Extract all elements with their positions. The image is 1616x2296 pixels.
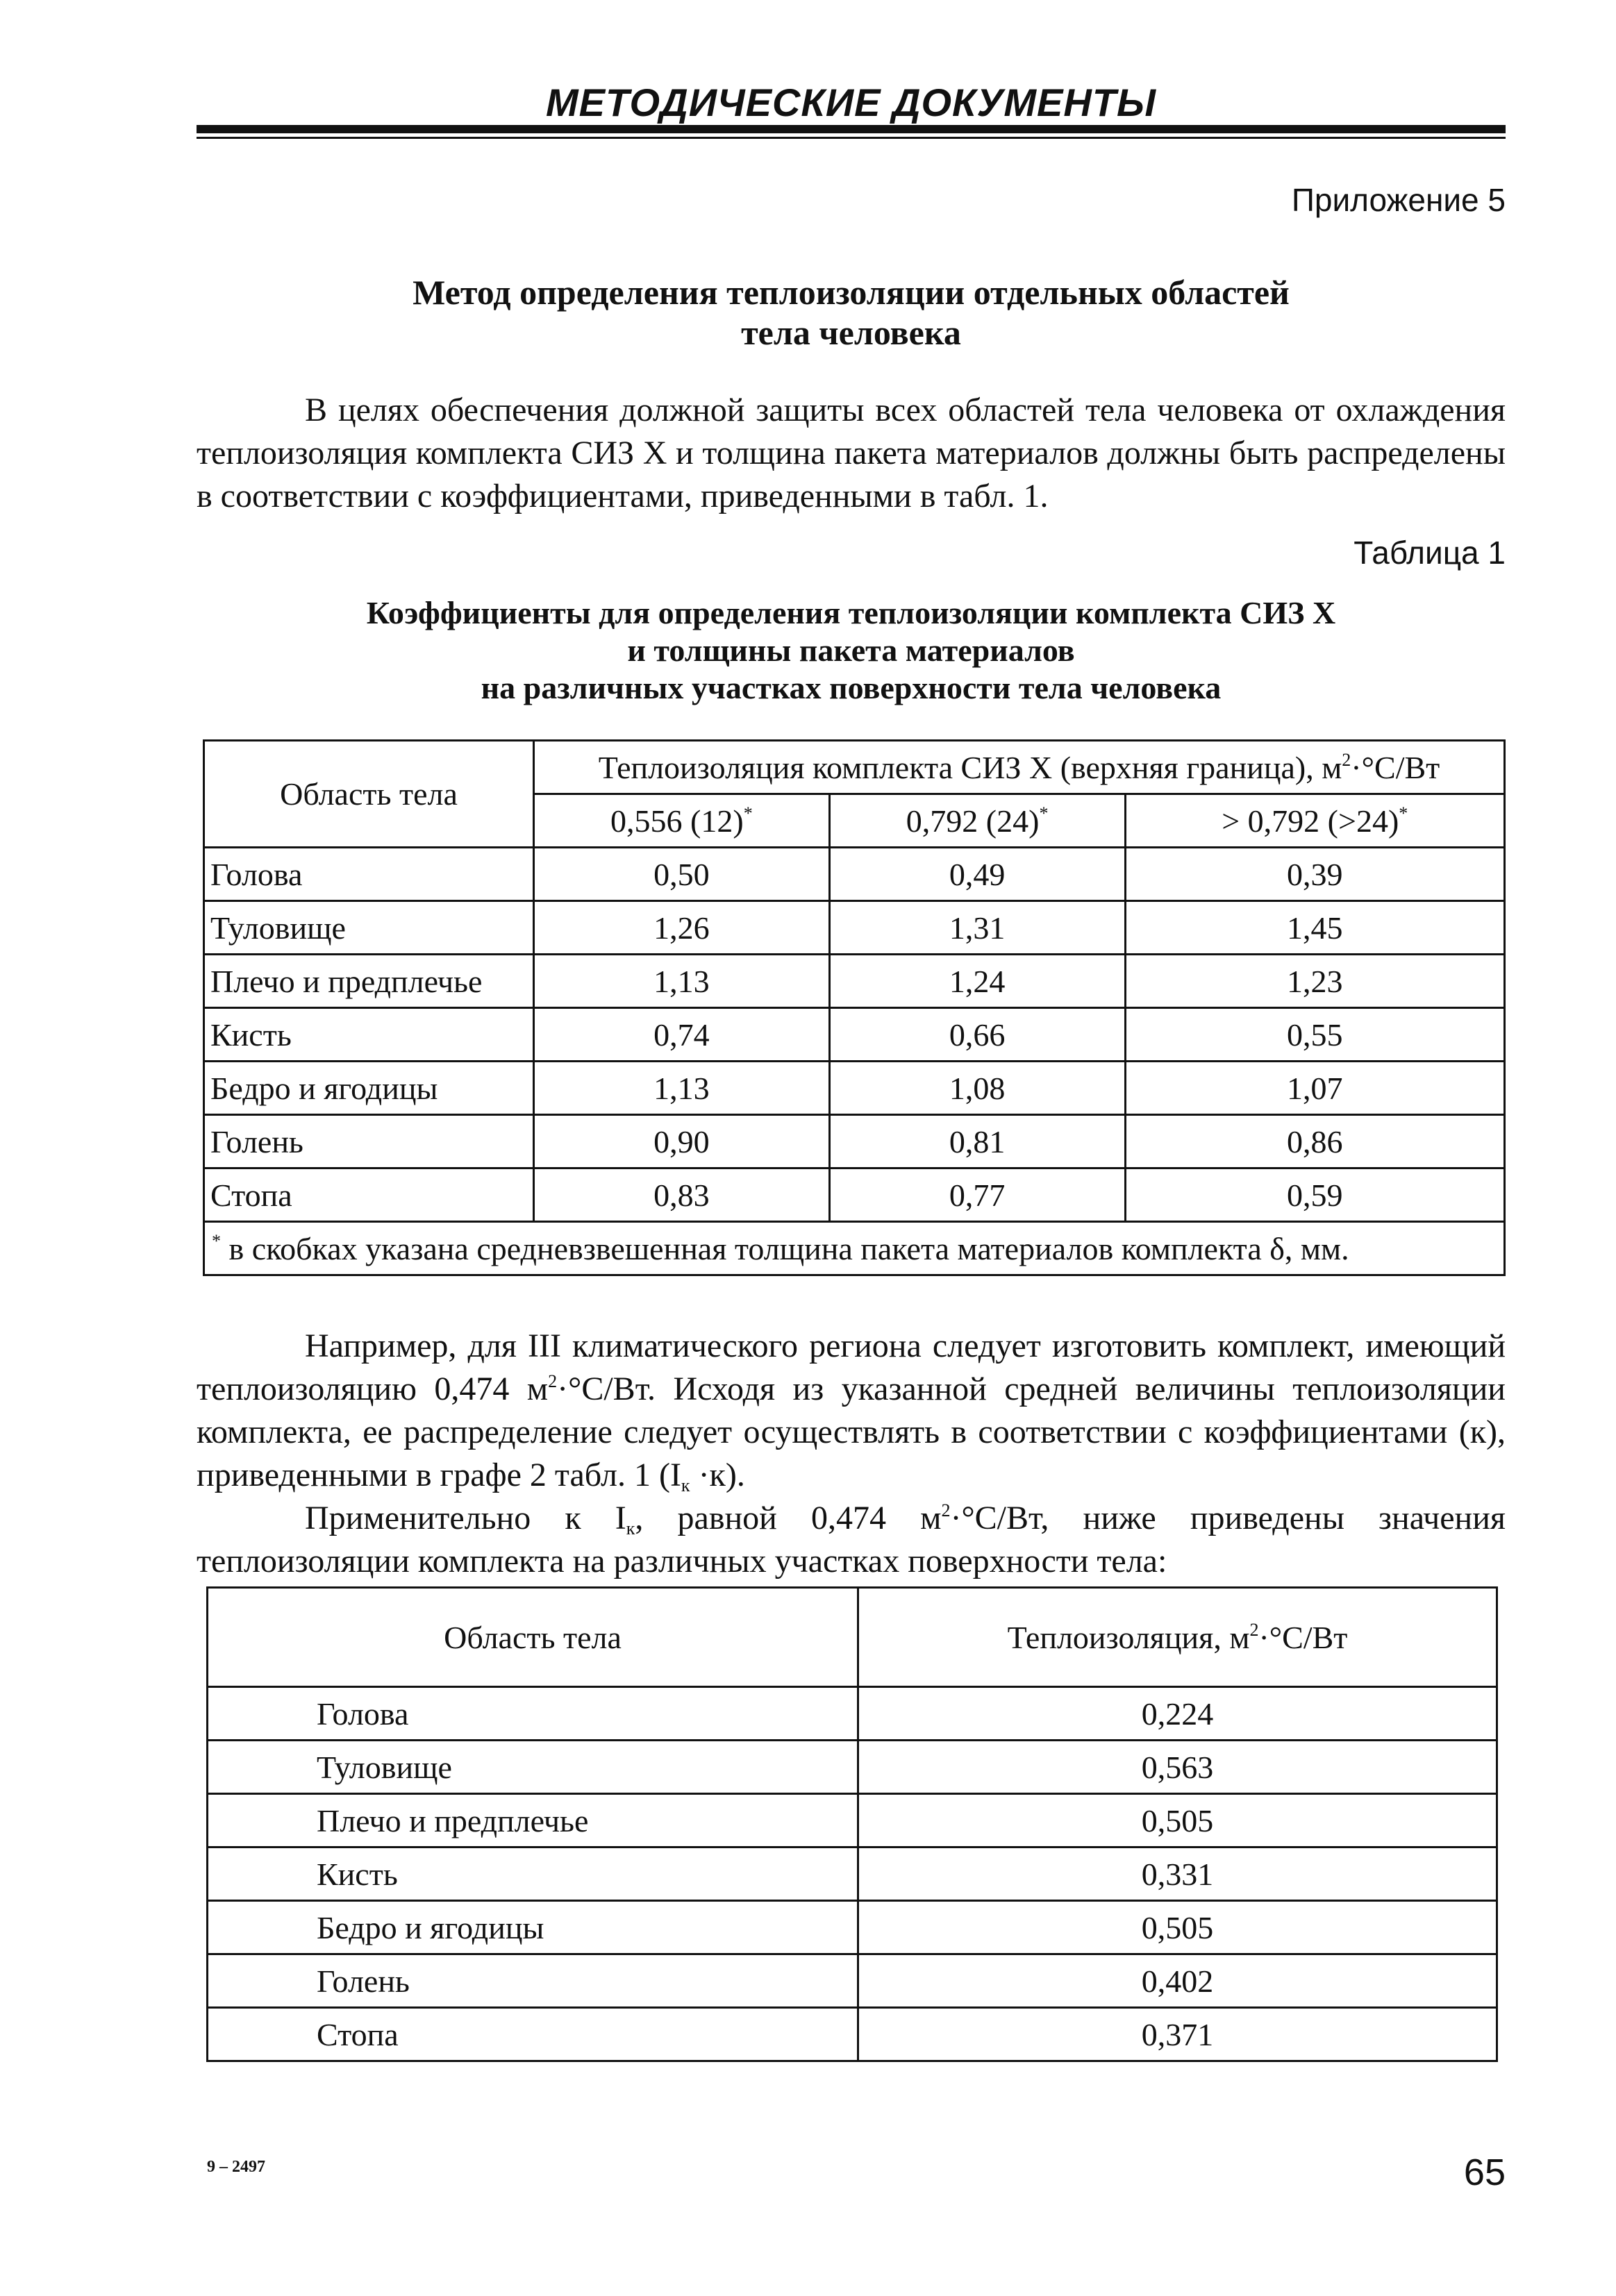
- print-code: 9 – 2497: [207, 2158, 265, 2176]
- area-cell: Стопа: [208, 2008, 858, 2061]
- value-cell: 1,13: [534, 1062, 830, 1115]
- area-cell: Кисть: [208, 1847, 858, 1901]
- area-cell: Кисть: [204, 1008, 534, 1062]
- application-paragraph: [197, 1497, 1506, 1583]
- value-cell: 0,81: [829, 1115, 1125, 1168]
- table-row: [204, 848, 1505, 901]
- table-row: [208, 1954, 1497, 2008]
- value-cell: 0,224: [858, 1687, 1497, 1741]
- table1-title-line: на различных участках поверхности тела человека: [481, 670, 1222, 705]
- table1-group-header: [534, 741, 1505, 794]
- subheader-text: 0,556 (12): [610, 803, 744, 839]
- table1-title-line: Коэффициенты для определения теплоизоляции комплекта СИЗ Х: [366, 595, 1336, 630]
- area-cell: Плечо и предплечье: [204, 955, 534, 1008]
- value-cell: 1,24: [829, 955, 1125, 1008]
- subheader-text: 0,792 (24): [906, 803, 1040, 839]
- section-header: МЕТОДИЧЕСКИЕ ДОКУМЕНТЫ: [545, 81, 1157, 124]
- appendix-label: Приложение 5: [1291, 182, 1506, 218]
- group-header-sup: 2: [1342, 749, 1351, 770]
- value-cell: 0,505: [858, 1901, 1497, 1954]
- footnote-marker: *: [1039, 803, 1049, 823]
- table-row: [204, 1062, 1505, 1115]
- value-cell: 0,505: [858, 1794, 1497, 1847]
- table-row: [208, 1794, 1497, 1847]
- para2-sub: к: [681, 1475, 690, 1495]
- coefficients-table: [203, 739, 1506, 1276]
- value-cell: 0,331: [858, 1847, 1497, 1901]
- area-cell: Голова: [204, 848, 534, 901]
- value-cell: 0,74: [534, 1008, 830, 1062]
- para2-text-c: ·к).: [690, 1457, 745, 1493]
- table1-subheader: [534, 794, 830, 848]
- value-cell: 0,66: [829, 1008, 1125, 1062]
- para3-text-b: , равной 0,474 м: [635, 1500, 942, 1536]
- value-cell: 0,90: [534, 1115, 830, 1168]
- value-cell: 0,55: [1125, 1008, 1505, 1062]
- table1-col-header-area: Область тела: [204, 741, 534, 848]
- value-cell: 1,31: [829, 901, 1125, 955]
- para2-text-a: Например, для III климатического региона следует изготовить комплект, имеющий теплоизоляцию 0,474 м: [197, 1327, 1506, 1407]
- table-row: [208, 1687, 1497, 1741]
- group-header-text: Теплоизоляция комплекта СИЗ Х (верхняя граница), м: [598, 749, 1342, 785]
- table2-col-header-insulation: [858, 1588, 1497, 1687]
- page-number: 65: [1463, 2152, 1506, 2193]
- table1-title-line: и толщины пакета материалов: [627, 632, 1075, 668]
- value-cell: 0,77: [829, 1168, 1125, 1222]
- value-cell: 0,50: [534, 848, 830, 901]
- title-line: тела человека: [741, 313, 961, 352]
- table-row: [208, 1901, 1497, 1954]
- value-cell: 0,39: [1125, 848, 1505, 901]
- group-header-tail: ·°С/Вт: [1351, 749, 1440, 785]
- title-line: Метод определения теплоизоляции отдельных областей: [413, 273, 1290, 312]
- table-row: [208, 2008, 1497, 2061]
- table-row: [208, 1741, 1497, 1794]
- para3-sub: к: [626, 1518, 635, 1539]
- value-cell: 0,49: [829, 848, 1125, 901]
- area-cell: Голова: [208, 1687, 858, 1741]
- intro-paragraph: В целях обеспечения должной защиты всех областей тела человека от охлаждения теплоизоляция комплекта СИЗ Х и толщина пакета материалов должны быть распределены в соответствии с коэффициентами, приведенными в табл. 1.: [197, 392, 1506, 514]
- subheader-text: > 0,792 (>24): [1222, 803, 1399, 839]
- value-cell: 0,563: [858, 1741, 1497, 1794]
- table-footnote-row: [204, 1222, 1505, 1275]
- value-cell: 1,23: [1125, 955, 1505, 1008]
- footnote-marker: *: [212, 1230, 221, 1251]
- para3-text-a: Применительно к I: [305, 1500, 626, 1536]
- area-cell: Голень: [208, 1954, 858, 2008]
- value-cell: 0,86: [1125, 1115, 1505, 1168]
- document-title: [197, 272, 1506, 353]
- table2-col-header-area: Область тела: [208, 1588, 858, 1687]
- table1-subheader: [829, 794, 1125, 848]
- insulation-values-table: [206, 1586, 1498, 2062]
- para2-sup: 2: [548, 1371, 558, 1391]
- para3-sup: 2: [941, 1500, 951, 1520]
- area-cell: Стопа: [204, 1168, 534, 1222]
- footnote-marker: *: [743, 803, 753, 823]
- col-header-tail: ·°С/Вт: [1258, 1619, 1348, 1655]
- header-rule-thick: [197, 125, 1506, 133]
- value-cell: 1,45: [1125, 901, 1505, 955]
- value-cell: 0,402: [858, 1954, 1497, 2008]
- table-row: [204, 901, 1505, 955]
- table-label: Таблица 1: [1353, 535, 1506, 571]
- area-cell: Плечо и предплечье: [208, 1794, 858, 1847]
- table-row: [204, 1008, 1505, 1062]
- value-cell: 1,07: [1125, 1062, 1505, 1115]
- col-header-text: Теплоизоляция, м: [1007, 1619, 1250, 1655]
- table-row: [208, 1847, 1497, 1901]
- area-cell: Голень: [204, 1115, 534, 1168]
- col-header-sup: 2: [1249, 1619, 1259, 1640]
- para2-text-b: ·°С/Вт. Исходя из указанной средней величины теплоизоляции комплекта, ее распределение следует осуществлять в соответствии с коэффициентами (к), приведенными в графе 2 табл. 1 (I: [197, 1371, 1506, 1493]
- value-cell: 1,08: [829, 1062, 1125, 1115]
- table-footnote: [204, 1222, 1505, 1275]
- example-paragraph: [197, 1325, 1506, 1497]
- value-cell: 0,371: [858, 2008, 1497, 2061]
- area-cell: Бедро и ягодицы: [208, 1901, 858, 1954]
- area-cell: Туловище: [204, 901, 534, 955]
- footnote-text: в скобках указана средневзвешенная толщина пакета материалов комплекта δ, мм.: [228, 1230, 1349, 1266]
- table1-subheader: [1125, 794, 1505, 848]
- table-row: [204, 1115, 1505, 1168]
- table-row: [204, 1168, 1505, 1222]
- header-rule-thin: [197, 137, 1506, 139]
- area-cell: Туловище: [208, 1741, 858, 1794]
- area-cell: Бедро и ягодицы: [204, 1062, 534, 1115]
- value-cell: 1,26: [534, 901, 830, 955]
- value-cell: 1,13: [534, 955, 830, 1008]
- value-cell: 0,59: [1125, 1168, 1505, 1222]
- table-row: [204, 955, 1505, 1008]
- value-cell: 0,83: [534, 1168, 830, 1222]
- table1-title: [197, 594, 1506, 707]
- para3-text-c: ·°С/Вт, ниже приведены значения теплоизоляции комплекта на различных участках поверхности тела:: [197, 1500, 1506, 1579]
- footnote-marker: *: [1399, 803, 1408, 823]
